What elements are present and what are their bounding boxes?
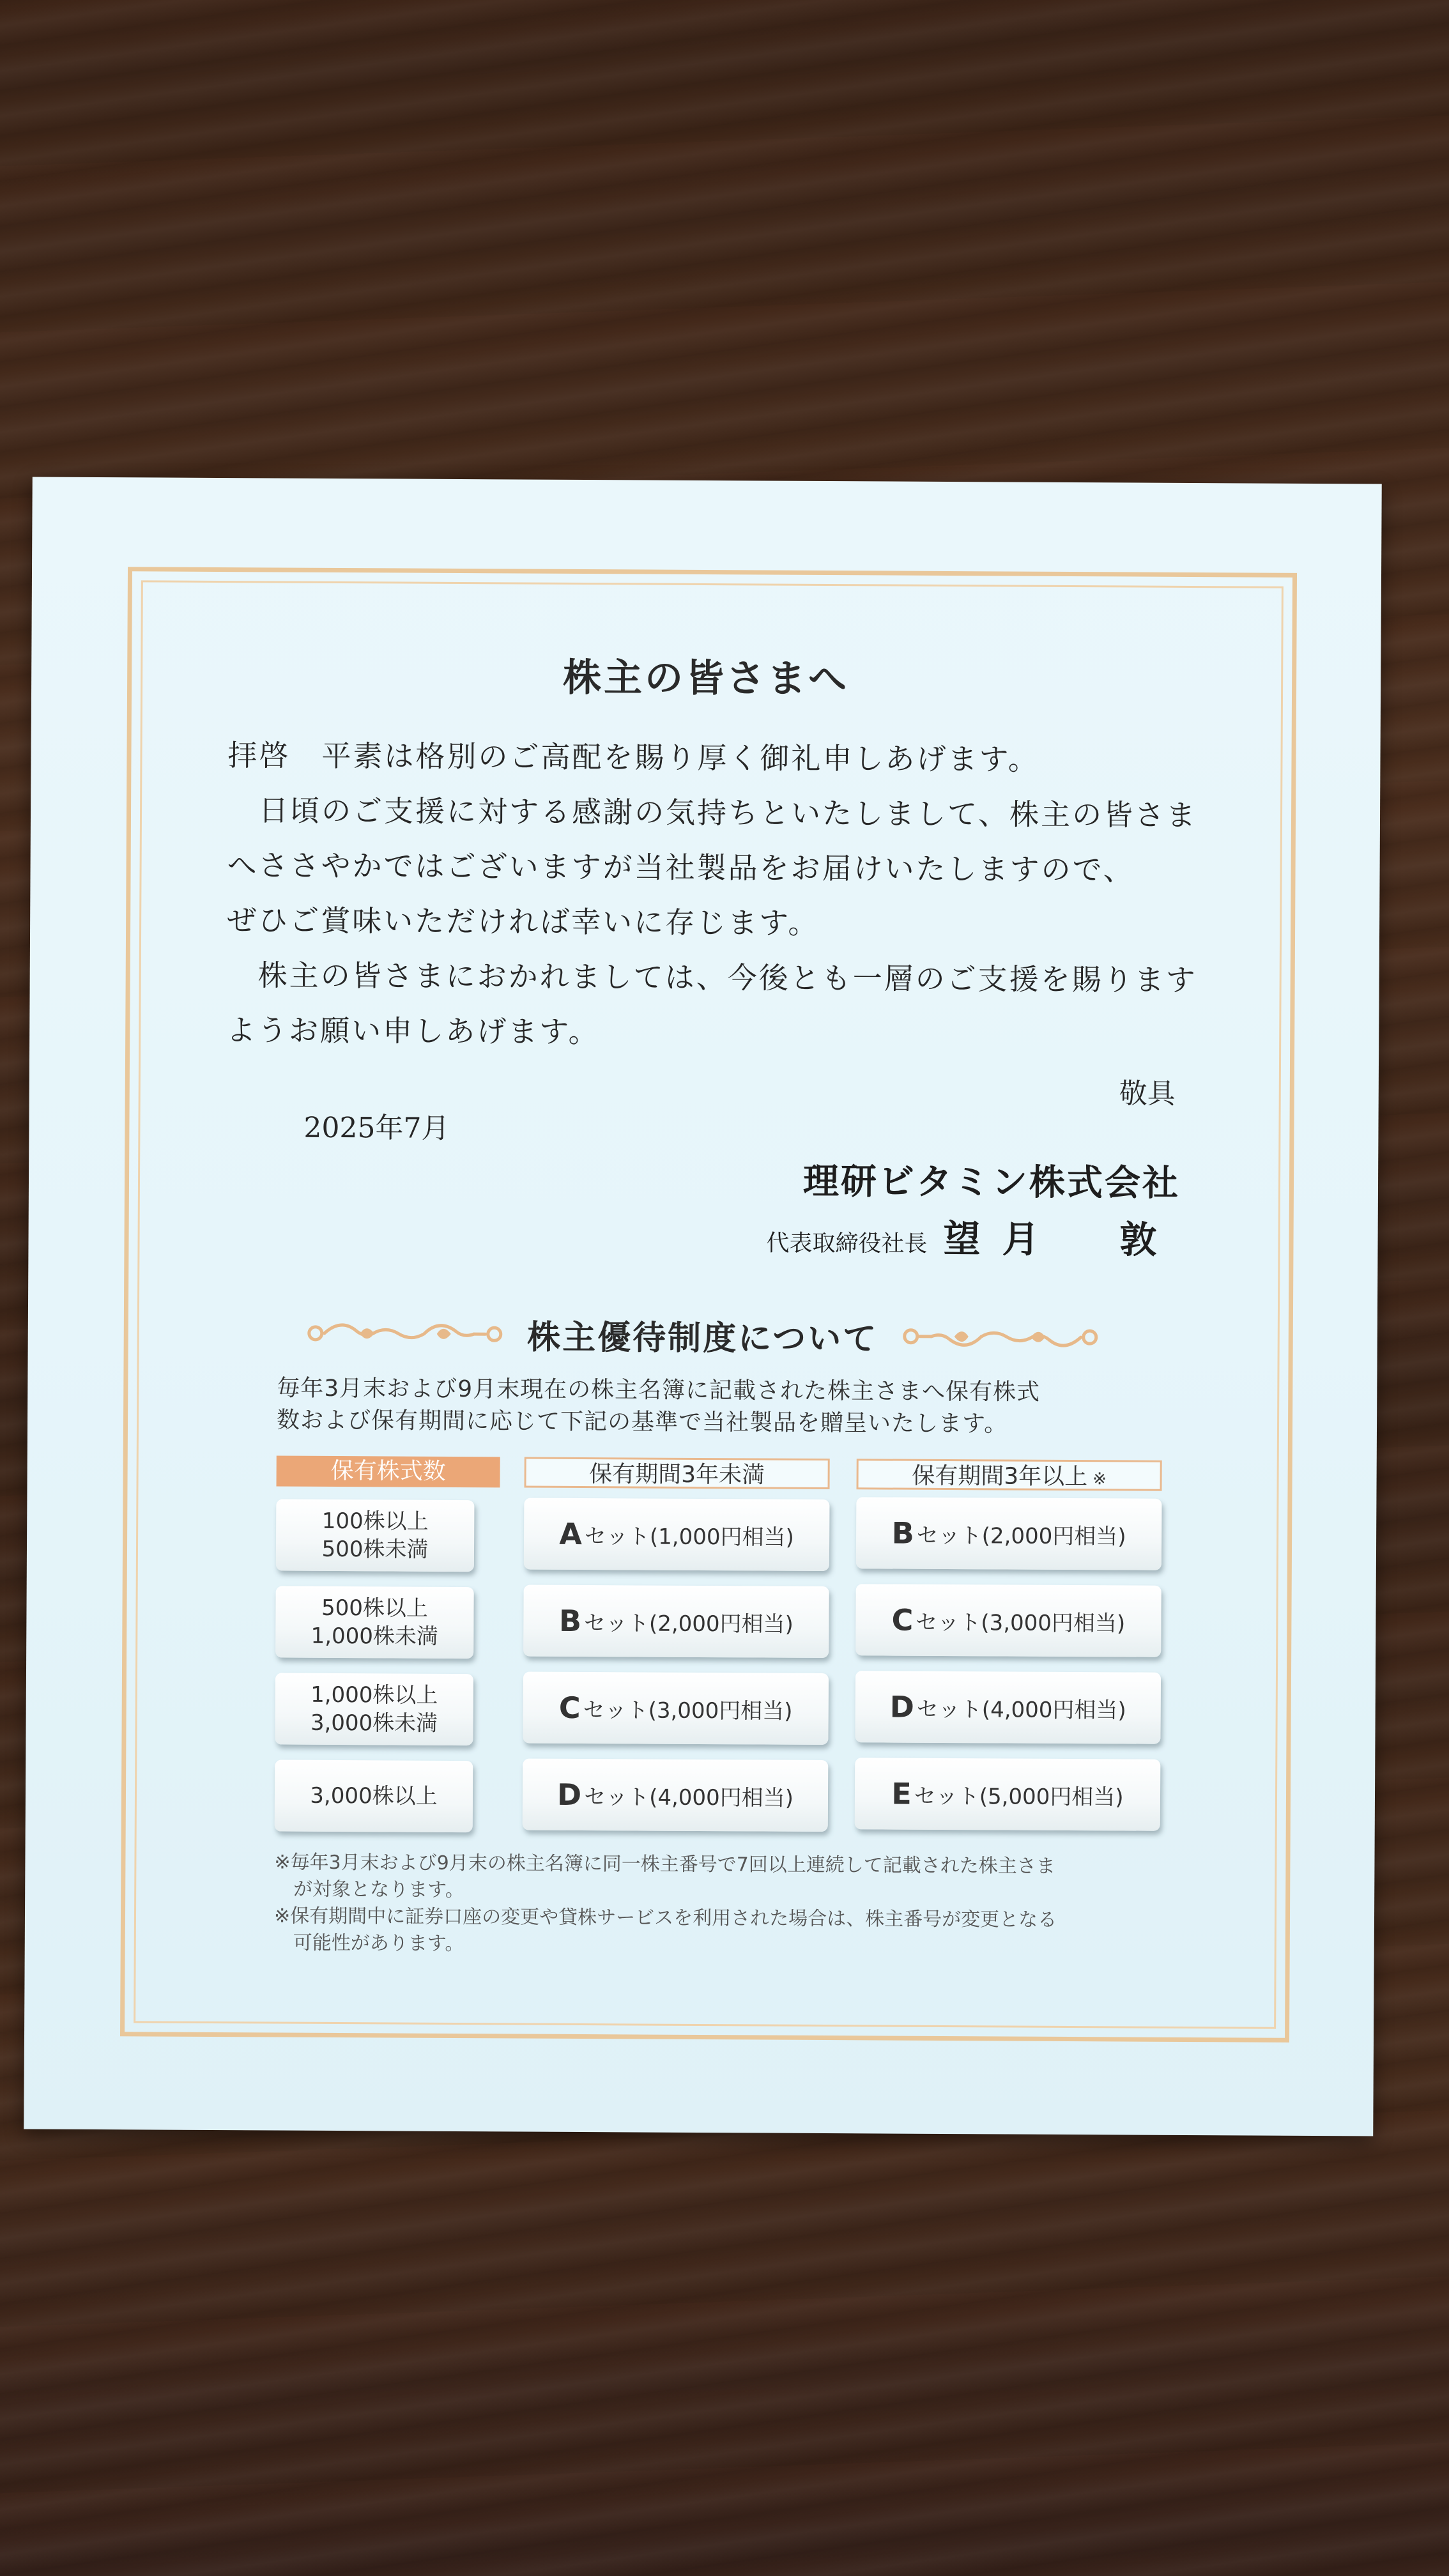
closing-keigu: 敬具 <box>1119 1077 1176 1110</box>
intro-line-1: 毎年3月末および9月末現在の株主名簿に記載された株主さまへ保有株式 <box>277 1375 1041 1406</box>
representative-title: 代表取締役社長 <box>766 1230 928 1257</box>
note-line-1: ※毎年3月末および9月末の株主名簿に同一株主番号で7回以上連続して記載された株主さま <box>274 1851 1055 1878</box>
set-letter: E <box>891 1776 912 1811</box>
set-cell-under-row-4 <box>523 1759 829 1832</box>
set-cell-under-row-2 <box>523 1585 829 1659</box>
set-value: セット(5,000円相当) <box>914 1783 1124 1810</box>
column-header-over-3-years-label: 保有期間3年以上 <box>912 1462 1088 1491</box>
set-cell-over-row-1 <box>856 1497 1162 1570</box>
column-header-under-3-years: 保有期間3年未満 <box>525 1457 830 1490</box>
representative-name: 望月 敦 <box>943 1216 1179 1262</box>
set-value: セット(2,000円相当) <box>916 1522 1126 1549</box>
set-letter: B <box>891 1515 914 1551</box>
shares-min: 100株以上 <box>321 1508 429 1535</box>
note-mark: ※ <box>1092 1469 1107 1489</box>
shares-max: 500株未満 <box>321 1536 429 1563</box>
benefits-title: 株主優待制度について <box>527 1317 878 1359</box>
shares-min: 3,000株以上 <box>310 1782 438 1809</box>
letter-line-3: へささやかではございますが当社製品をお届けいたしますので、 <box>227 848 1135 887</box>
set-value: セット(2,000円相当) <box>583 1610 793 1637</box>
letter-line-4: ぜひご賞味いただければ幸いに存じます。 <box>227 903 820 940</box>
letter-line-1: 拝啓 平素は格別のご高配を賜り厚く御礼申しあげます。 <box>227 738 1039 777</box>
set-cell-over-row-3 <box>855 1671 1161 1744</box>
shares-cell-row-4 <box>275 1760 473 1833</box>
benefits-header <box>28 1307 1377 1362</box>
set-cell-under-row-1 <box>524 1498 830 1572</box>
set-letter: A <box>559 1516 583 1552</box>
note-line-4: 可能性があります。 <box>273 1931 464 1956</box>
set-value: セット(3,000円相当) <box>583 1697 793 1724</box>
set-letter: B <box>558 1603 582 1639</box>
shares-max: 1,000株未満 <box>310 1623 439 1650</box>
set-cell-over-row-2 <box>855 1584 1162 1657</box>
column-header-shares: 保有株式数 <box>277 1456 500 1488</box>
shares-cell-row-3 <box>275 1673 473 1746</box>
set-cell-under-row-3 <box>523 1672 829 1745</box>
document-sheet <box>24 477 1382 2136</box>
set-letter: D <box>556 1777 582 1813</box>
intro-line-2: 数および保有期間に応じて下記の基準で当社製品を贈呈いたします。 <box>276 1407 1008 1438</box>
flourish-left-icon <box>303 1314 507 1353</box>
set-cell-over-row-4 <box>855 1758 1161 1831</box>
letter-date: 2025年7月 <box>303 1111 450 1145</box>
note-line-2: が対象となります。 <box>274 1878 464 1902</box>
set-value: セット(4,000円相当) <box>916 1696 1126 1723</box>
shares-cell-row-1 <box>276 1499 475 1572</box>
letter-line-5: 株主の皆さまにおかれましては、今後とも一層のご支援を賜ります <box>226 958 1197 998</box>
shares-min: 1,000株以上 <box>310 1682 438 1708</box>
set-letter: C <box>891 1602 914 1637</box>
note-line-3: ※保有期間中に証券口座の変更や貸株サービスを利用された場合は、株主番号が変更となる <box>273 1905 1057 1931</box>
shares-max: 3,000株未満 <box>310 1710 438 1736</box>
set-value: セット(1,000円相当) <box>584 1523 794 1551</box>
representative <box>766 1208 1179 1264</box>
set-value: セット(4,000円相当) <box>584 1784 794 1811</box>
shares-cell-row-2 <box>275 1586 474 1659</box>
column-header-over-3-years <box>857 1459 1162 1491</box>
flourish-right-icon <box>898 1317 1102 1356</box>
company-name: 理研ビタミン株式会社 <box>802 1160 1181 1204</box>
letter-line-6: ようお願い申しあげます。 <box>226 1013 600 1050</box>
shares-min: 500株以上 <box>321 1595 429 1621</box>
letter-line-2: 日頃のご支援に対する感謝の気持ちといたしまして、株主の皆さま <box>227 793 1198 833</box>
set-letter: C <box>558 1690 581 1726</box>
set-letter: D <box>889 1689 915 1724</box>
letter-title: 株主の皆さまへ <box>562 655 850 702</box>
set-value: セット(3,000円相当) <box>916 1609 1126 1636</box>
